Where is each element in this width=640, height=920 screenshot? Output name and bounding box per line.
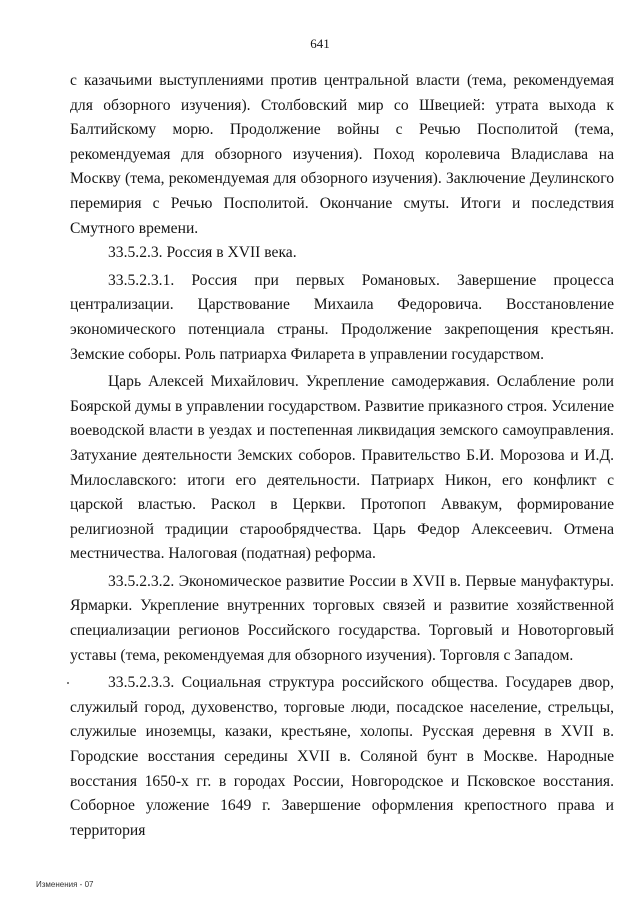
page-number: 641 <box>310 36 330 51</box>
footer-revision-note: Изменения - 07 <box>36 880 94 889</box>
paragraph-alexei-mikhailovich: Царь Алексей Михайлович. Укрепление самодержавия. Ослабление роли Боярской думы в управлении государством. Развитие приказного строя. Усиление воеводской власти в уездах и постепенная ликвидация земского самоуправления. Затухание деятельности Земских соборов. Правительство Б.И. Морозова и И.Д. Милославского: итоги его деятельности. Патриарх Никон, его конфликт с царской властью. Раскол в Церкви. Протопоп Аввакум, формирование религиозной традиции старообрядчества. Царь Федор Алексеевич. Отмена местничества. Налоговая (податная) реформа. <box>70 373 614 563</box>
section-heading-russia-17th-century: 33.5.2.3. Россия в XVII века. <box>108 244 297 262</box>
paragraph-social-structure: 33.5.2.3.3. Социальная структура российского общества. Государев двор, служилый город, духовенство, торговые люди, посадское население, стрельцы, служилые иноземцы, казаки, крестьяне, холопы. Русская деревня в XVII в. Городские восстания середины XVII в. Соляной бунт в Москве. Народные восстания 1650-х гг. в городах России, Новгородское и Псковское восстания. Соборное уложение 1649 г. Завершение оформления крепостного права и территория <box>70 674 614 839</box>
paragraph-smuta-end: с казачьими выступлениями против центральной власти (тема, рекомендуемая для обзорного изучения). Столбовский мир со Швецией: утрата выхода к Балтийскому морю. Продолжение войны с Речью Посполитой (тема, рекомендуемая для обзорного изучения). Поход королевича Владислава на Москву (тема, рекомендуемая для обзорного изучения). Заключение Деулинского перемирия с Речью Посполитой. Окончание смуты. Итоги и последствия Смутного времени. <box>70 72 614 237</box>
paragraph-first-romanovs: 33.5.2.3.1. Россия при первых Романовых. Завершение процесса централизации. Царствование Михаила Федоровича. Восстановление экономического потенциала страны. Продолжение закрепощения крестьян. Земские соборы. Роль патриарха Филарета в управлении государством. <box>70 271 614 363</box>
paragraph-economic-development: 33.5.2.3.2. Экономическое развитие России в XVII в. Первые мануфактуры. Ярмарки. Укрепление внутренних торговых связей и развитие хозяйственной специализации регионов Российского государства. Торговый и Новоторговый уставы (тема, рекомендуемая для обзорного изучения). Торговля с Западом. <box>70 572 614 664</box>
document-body <box>70 69 614 843</box>
scan-speck <box>67 682 69 684</box>
